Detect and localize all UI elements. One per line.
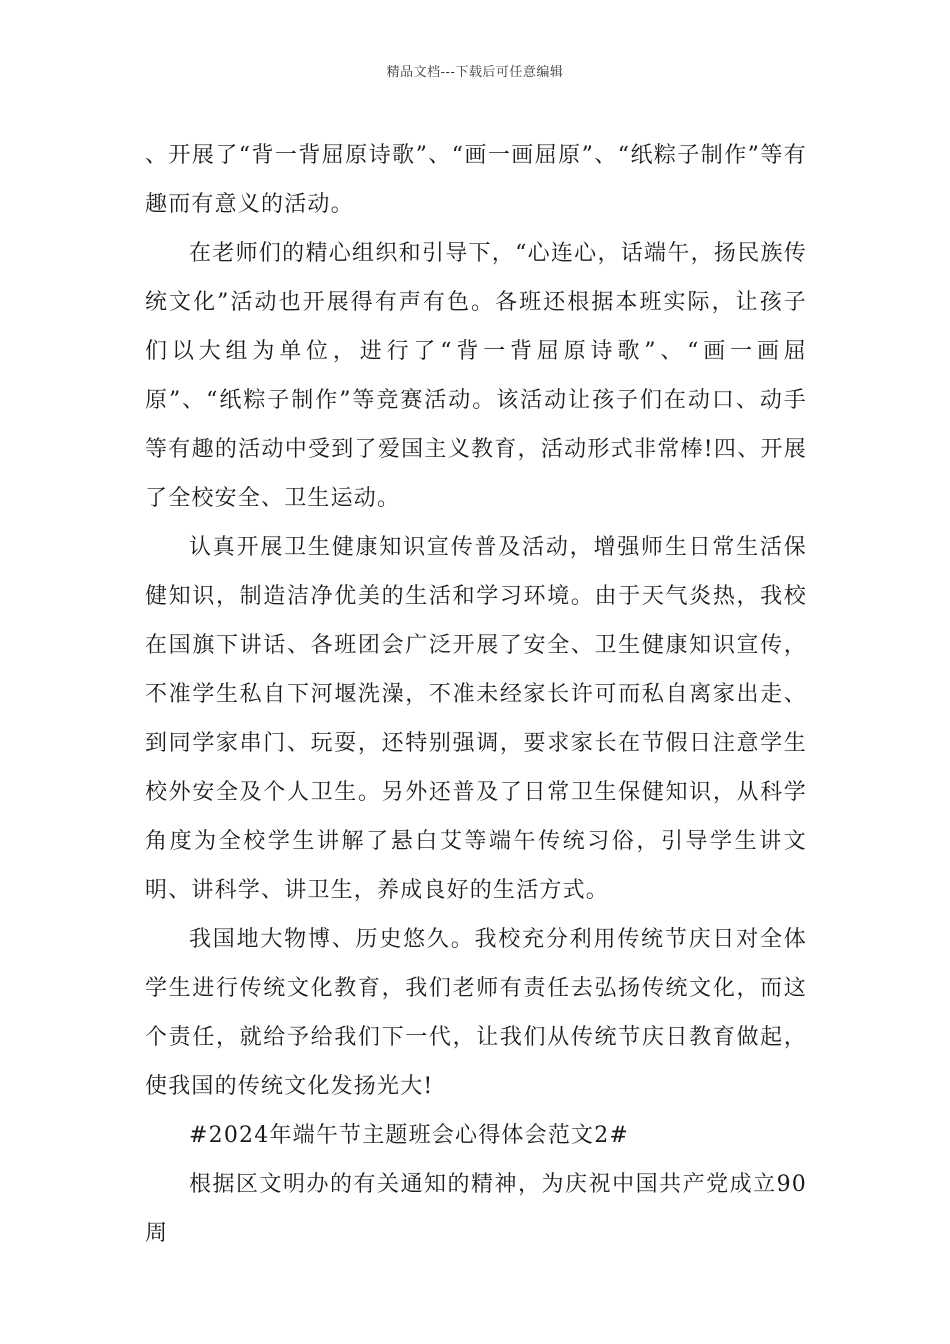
document-body <box>145 131 807 1258</box>
paragraph-1: 、开展了“背一背屈原诗歌”、“画一画屈原”、“纸粽子制作”等有趣而有意义的活动。 <box>145 143 807 217</box>
paragraph-5: 根据区文明办的有关通知的精神，为庆祝中国共产党成立90周 <box>145 1172 807 1246</box>
paragraph-4: 我国地大物博、历史悠久。我校充分利用传统节庆日对全体学生进行传统文化教育，我们老师有责任去弘扬传统文化，而这个责任，就给予给我们下一代，让我们从传统节庆日教育做起，使我国的传统文化发扬光大! <box>145 927 807 1099</box>
paragraph-2: 在老师们的精心组织和引导下，“心连心，话端午，扬民族传统文化”活动也开展得有声有色。各班还根据本班实际，让孩子们以大组为单位，进行了“背一背屈原诗歌”、“画一画屈原”、“纸粽子制作”等竞赛活动。该活动让孩子们在动口、动手等有趣的活动中受到了爱国主义教育，活动形式非常棒!四、开展了全校安全、卫生运动。 <box>145 241 807 511</box>
page-header: 精品文档---下载后可任意编辑 <box>386 65 564 80</box>
section-heading: #2024年端午节主题班会心得体会范文2# <box>189 1123 630 1148</box>
paragraph-3: 认真开展卫生健康知识宣传普及活动，增强师生日常生活保健知识，制造洁净优美的生活和学习环境。由于天气炎热，我校在国旗下讲话、各班团会广泛开展了安全、卫生健康知识宣传，不准学生私自下河堰洗澡，不准未经家长许可而私自离家出走、到同学家串门、玩耍，还特别强调，要求家长在节假日注意学生校外安全及个人卫生。另外还普及了日常卫生保健知识，从科学角度为全校学生讲解了悬白艾等端午传统习俗，引导学生讲文明、讲科学、讲卫生，养成良好的生活方式。 <box>145 535 807 903</box>
